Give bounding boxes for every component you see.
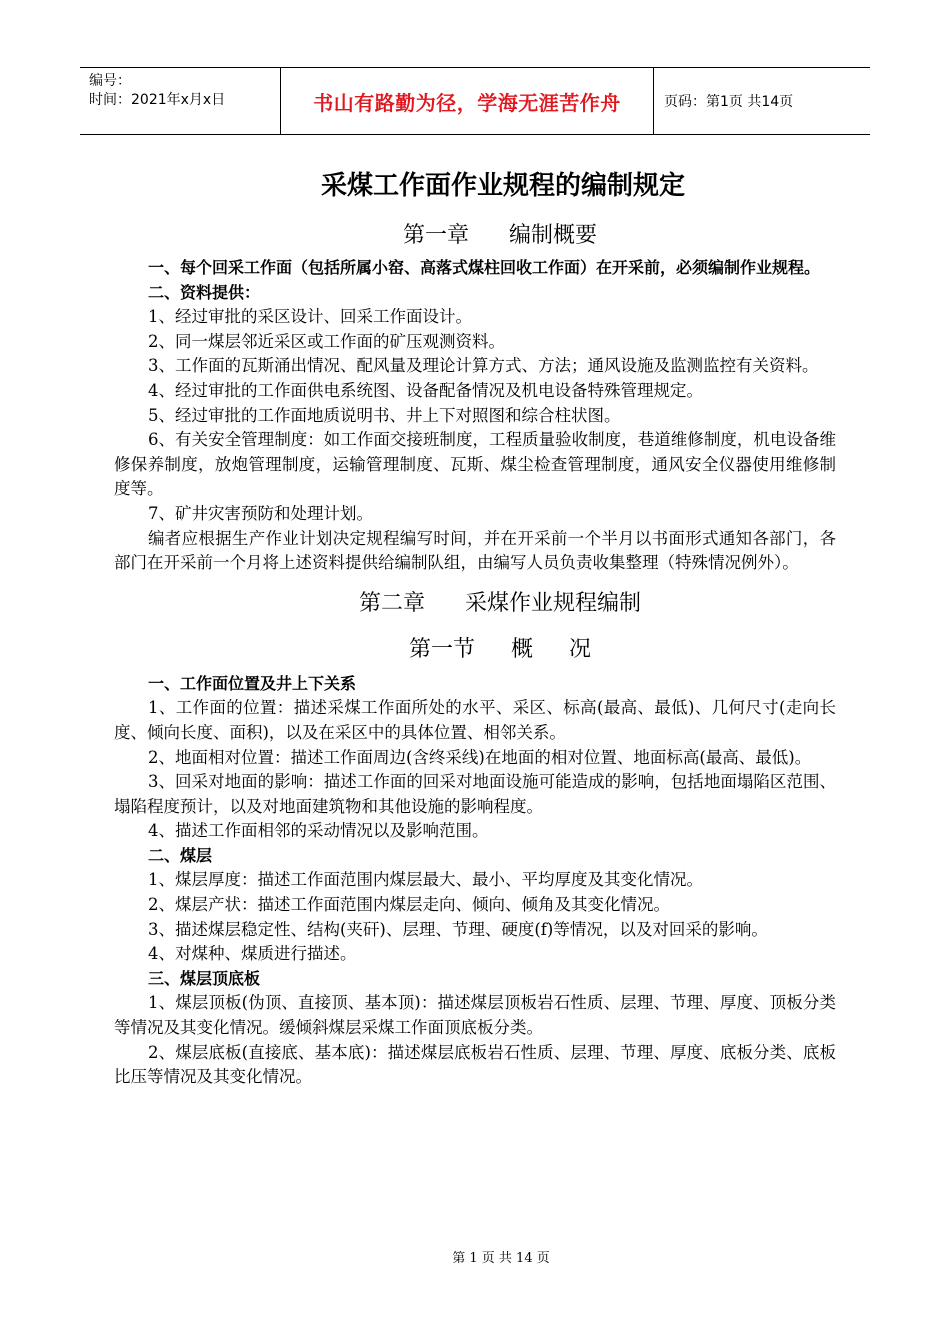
section-1-number: 第一节 [408,636,475,662]
chapter-1-name: 编制概要 [509,223,598,248]
ch1-paragraph-4: 2、同一煤层邻近采区或工作面的矿压观测资料。 [148,331,505,351]
header-page-info: 页码：第1页 共14页 [664,94,794,110]
sec1-paragraph-9: 3、描述煤层稳定性、结构(夹矸)、层理、节理、硬度(f)等情况，以及对回采的影响。 [148,919,768,939]
document-number-label: 编号： [89,73,131,89]
header-meta-cell [80,68,281,134]
sec1-paragraph-5: 4、描述工作面相邻的采动情况以及影响范围。 [148,821,489,841]
sec1-paragraph-11: 三、煤层顶底板 [148,968,261,988]
sec1-paragraph-12: 1、煤层顶板(伪顶、直接顶、基本顶)：描述煤层顶板岩石性质、层理、节理、厚度、顶板分类等情况及其变化情况。缓倾斜煤层采煤工作面顶底板分类。 [114,993,836,1038]
ch1-paragraph-1: 一、每个回采工作面（包括所属小窑、高落式煤柱回收工作面）在开采前，必须编制作业规程。 [148,258,821,277]
ch1-paragraph-7: 5、经过审批的工作面地质说明书、井上下对照图和综合柱状图。 [148,405,621,425]
section-1-name-part-1: 概 [510,636,533,662]
section-1-heading [114,630,836,670]
header-slogan: 书山有路勤为径，学海无涯苦作舟 [281,68,654,134]
page-footer: 第 1 页 共 14 页 [452,1251,550,1266]
ch1-paragraph-5: 3、工作面的瓦斯涌出情况、配风量及理论计算方式、方法；通风设施及监测监控有关资料。 [148,356,819,376]
page-header [80,67,870,135]
sec1-paragraph-13: 2、煤层底板(直接底、基本底)：描述煤层底板岩石性质、层理、节理、厚度、底板分类、底板比压等情况及其变化情况。 [114,1042,836,1087]
ch1-paragraph-6: 4、经过审批的工作面供电系统图、设备配备情况及机电设备特殊管理规定。 [148,380,703,400]
document-date-label: 时间：2021年x月x日 [89,92,226,108]
ch1-paragraph-8: 6、有关安全管理制度：如工作面交接班制度，工程质量验收制度，巷道维修制度，机电设备维修保养制度，放炮管理制度，运输管理制度、瓦斯、煤尘检查管理制度，通风安全仪器使用维修制度等。 [114,430,836,499]
chapter-2-heading [114,584,836,624]
ch1-paragraph-2: 二、资料提供： [148,282,261,302]
sec1-paragraph-8: 2、煤层产状：描述工作面范围内煤层走向、倾向、倾角及其变化情况。 [148,895,670,915]
sec1-paragraph-7: 1、煤层厚度：描述工作面范围内煤层最大、最小、平均厚度及其变化情况。 [148,870,703,890]
section-1-name-part-2: 况 [569,636,592,662]
ch1-paragraph-9: 7、矿井灾害预防和处理计划。 [148,503,373,523]
document-title: 采煤工作面作业规程的编制规定 [320,171,685,201]
ch1-paragraph-3: 1、经过审批的采区设计、回采工作面设计。 [148,307,472,327]
sec1-paragraph-2: 1、工作面的位置：描述采煤工作面所处的水平、采区、标高(最高、最低)、几何尺寸(走向长度、倾向长度、面积)，以及在采区中的具体位置、相邻关系。 [114,698,836,742]
sec1-paragraph-4: 3、回采对地面的影响：描述工作面的回采对地面设施可能造成的影响，包括地面塌陷区范围、塌陷程度预计，以及对地面建筑物和其他设施的影响程度。 [114,772,836,816]
sec1-paragraph-10: 4、对煤种、煤质进行描述。 [148,944,357,964]
sec1-paragraph-1: 一、工作面位置及井上下关系 [148,673,357,693]
document-body [114,166,836,1090]
chapter-1-number: 第一章 [402,223,469,248]
sec1-paragraph-3: 2、地面相对位置：描述工作面周边(含终采线)在地面的相对位置、地面标高(最高、最低)。 [148,747,812,767]
chapter-2-name: 采煤作业规程编制 [465,590,642,616]
chapter-1-heading [114,216,836,256]
sec1-paragraph-6: 二、煤层 [148,845,213,865]
chapter-2-number: 第二章 [358,590,425,616]
ch1-paragraph-10: 编者应根据生产作业计划决定规程编写时间，并在开采前一个半月以书面形式通知各部门，各部门在开采前一个月将上述资料提供给编制队组，由编写人员负责收集整理（特殊情况例外）。 [114,528,836,573]
